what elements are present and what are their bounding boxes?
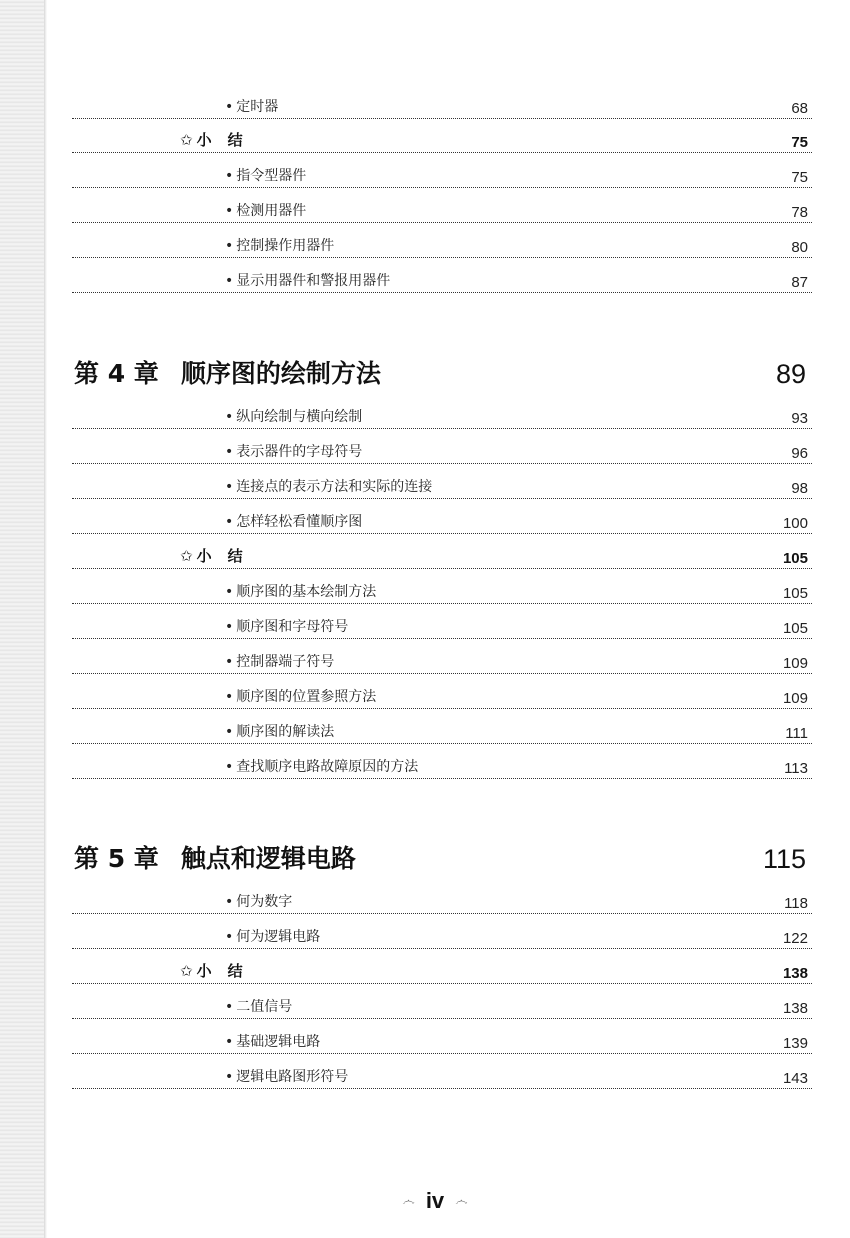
bullet-icon: • [225, 689, 234, 705]
bullet-icon: • [225, 654, 234, 670]
entry-title: 怎样轻松看懂顺序图 [236, 514, 363, 530]
toc-entry[interactable] [72, 157, 812, 188]
entry-page: 68 [791, 100, 808, 117]
entry-page: 105 [782, 620, 808, 637]
entry-title: 控制器端子符号 [236, 654, 335, 670]
summary-label-b: 结 [227, 547, 243, 565]
toc-entry[interactable] [72, 227, 812, 258]
entry-page: 143 [782, 1070, 808, 1087]
entry-title: 连接点的表示方法和实际的连接 [236, 479, 433, 495]
chapter-title: 顺序图的绘制方法 [180, 359, 381, 388]
chapter-title: 触点和逻辑电路 [180, 844, 356, 873]
chapter-heading[interactable] [72, 835, 812, 875]
toc-entry[interactable] [72, 262, 812, 293]
entry-page: 80 [791, 239, 808, 256]
entry-title: 顺序图和字母符号 [236, 619, 349, 635]
entry-title: 顺序图的解读法 [236, 724, 335, 740]
toc-entry[interactable] [72, 608, 812, 639]
summary-label-a: 小 [196, 962, 212, 980]
entry-page: 138 [782, 1000, 808, 1017]
bullet-icon: • [225, 514, 234, 530]
entry-title: 表示器件的字母符号 [236, 444, 363, 460]
toc-entry[interactable] [72, 398, 812, 429]
entry-page: 75 [791, 134, 808, 151]
bullet-icon: • [225, 238, 234, 254]
toc-entry[interactable] [72, 1023, 812, 1054]
star-icon: ✩ [180, 547, 193, 565]
toc-entry[interactable] [72, 883, 812, 914]
toc-entry[interactable] [72, 468, 812, 499]
toc-summary-entry[interactable] [72, 953, 812, 984]
entry-title: 查找顺序电路故障原因的方法 [236, 759, 419, 775]
summary-label-a: 小 [196, 131, 212, 149]
entry-page: 87 [791, 274, 808, 291]
entry-title: 逻辑电路图形符号 [236, 1069, 349, 1085]
entry-title: 何为数字 [236, 894, 293, 910]
star-icon: ✩ [180, 131, 193, 149]
toc-entry[interactable] [72, 88, 812, 119]
entry-page: 96 [791, 445, 808, 462]
bullet-icon: • [225, 929, 234, 945]
entry-title: 何为逻辑电路 [236, 929, 321, 945]
entry-page: 100 [782, 515, 808, 532]
entry-page: 75 [791, 169, 808, 186]
entry-page: 109 [782, 655, 808, 672]
entry-title: 检测用器件 [236, 203, 307, 219]
toc-entry[interactable] [72, 988, 812, 1019]
spine-edge [44, 0, 47, 1238]
star-icon: ✩ [180, 962, 193, 980]
summary-label-b: 结 [227, 131, 243, 149]
bullet-icon: • [225, 168, 234, 184]
page-footer [380, 1188, 490, 1218]
chapter-number: 第 5 章 [74, 844, 159, 873]
entry-title: 指令型器件 [236, 168, 307, 184]
bullet-icon: • [225, 444, 234, 460]
bullet-icon: • [225, 724, 234, 740]
book-spine-shadow [0, 0, 44, 1238]
entry-page: 139 [782, 1035, 808, 1052]
toc-entry[interactable] [72, 713, 812, 744]
ornament-right-icon: ෴ [455, 1193, 468, 1209]
bullet-icon: • [225, 99, 234, 115]
entry-title: 纵向绘制与横向绘制 [236, 409, 363, 425]
entry-page: 138 [782, 965, 808, 982]
bullet-icon: • [225, 1034, 234, 1050]
entry-page: 118 [784, 895, 808, 912]
bullet-icon: • [225, 584, 234, 600]
entry-page: 105 [782, 550, 808, 567]
toc-entry[interactable] [72, 643, 812, 674]
toc-entry[interactable] [72, 192, 812, 223]
toc-entry[interactable] [72, 573, 812, 604]
entry-page: 98 [791, 480, 808, 497]
bullet-icon: • [225, 479, 234, 495]
chapter-page: 89 [775, 359, 806, 389]
bullet-icon: • [225, 1069, 234, 1085]
chapter-number: 第 4 章 [74, 359, 159, 388]
bullet-icon: • [225, 759, 234, 775]
bullet-icon: • [225, 999, 234, 1015]
summary-label-b: 结 [227, 962, 243, 980]
bullet-icon: • [225, 619, 234, 635]
toc-entry[interactable] [72, 918, 812, 949]
toc-entry[interactable] [72, 678, 812, 709]
entry-page: 113 [784, 760, 808, 777]
entry-title: 基础逻辑电路 [236, 1034, 321, 1050]
entry-page: 93 [791, 410, 808, 427]
toc-entry[interactable] [72, 748, 812, 779]
toc-summary-entry[interactable] [72, 538, 812, 569]
toc-entry[interactable] [72, 433, 812, 464]
bullet-icon: • [225, 203, 234, 219]
toc-summary-entry[interactable] [72, 122, 812, 153]
entry-page: 122 [782, 930, 808, 947]
entry-title: 顺序图的基本绘制方法 [236, 584, 377, 600]
entry-title: 定时器 [236, 99, 279, 115]
page-number: iv [425, 1188, 445, 1213]
entry-title: 顺序图的位置参照方法 [236, 689, 377, 705]
entry-title: 二值信号 [236, 999, 293, 1015]
chapter-page: 115 [762, 844, 806, 874]
toc-entry[interactable] [72, 1058, 812, 1089]
entry-page: 105 [782, 585, 808, 602]
entry-title: 控制操作用器件 [236, 238, 335, 254]
chapter-heading[interactable] [72, 350, 812, 390]
toc-entry[interactable] [72, 503, 812, 534]
entry-page: 78 [791, 204, 808, 221]
bullet-icon: • [225, 894, 234, 910]
summary-label-a: 小 [196, 547, 212, 565]
bullet-icon: • [225, 409, 234, 425]
bullet-icon: • [225, 273, 234, 289]
entry-page: 109 [782, 690, 808, 707]
entry-title: 显示用器件和警报用器件 [236, 273, 391, 289]
table-of-contents [72, 0, 812, 1238]
entry-page: 111 [785, 725, 808, 742]
ornament-left-icon: ෴ [402, 1193, 415, 1209]
